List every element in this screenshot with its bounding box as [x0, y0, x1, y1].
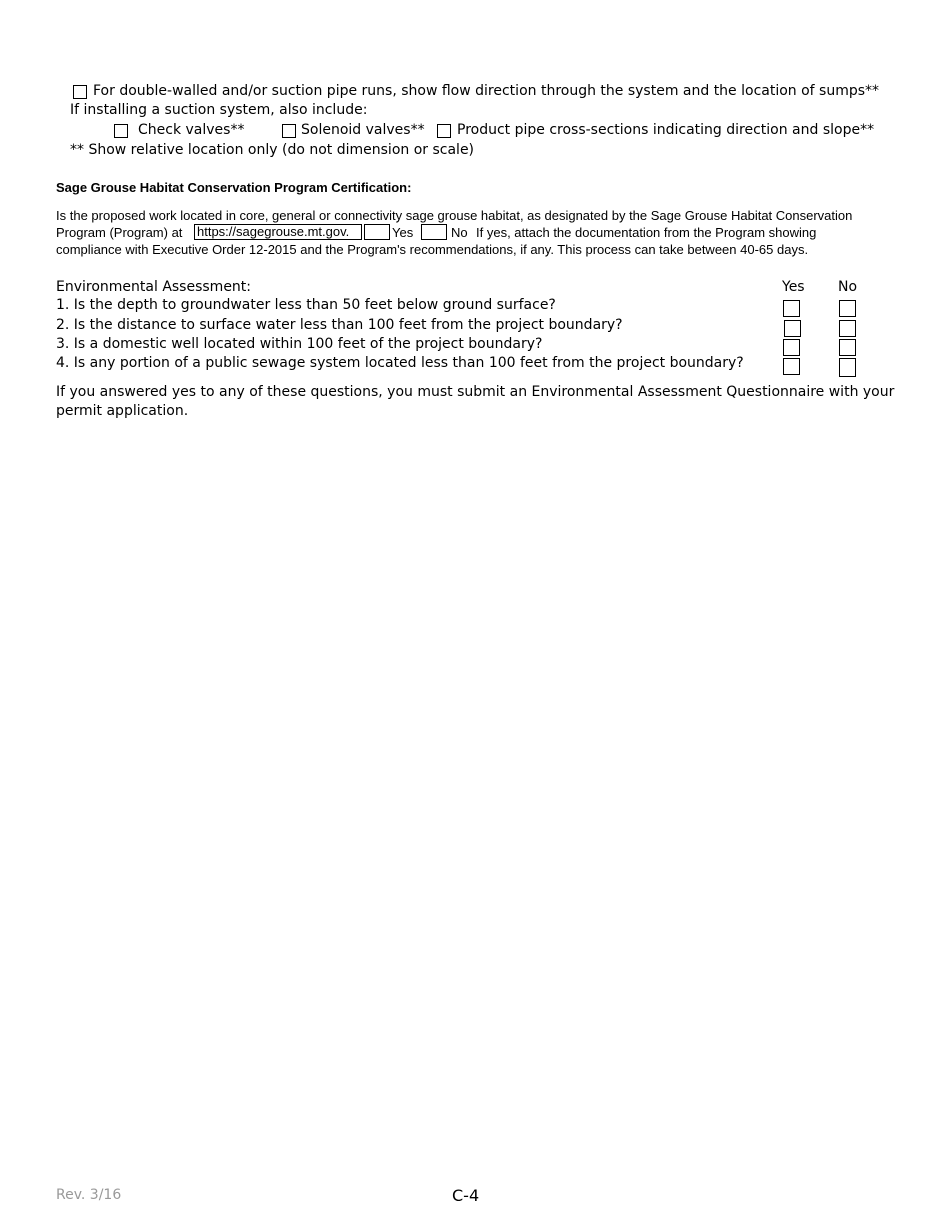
q4-no-checkbox[interactable] — [839, 358, 856, 377]
q3-no-checkbox[interactable] — [839, 339, 856, 356]
q2-yes-checkbox[interactable] — [784, 320, 801, 337]
sage-grouse-line-2-prefix: Program (Program) at — [56, 225, 183, 240]
product-pipe-label: Product pipe cross-sections indicating direction and slope** — [457, 122, 875, 138]
product-pipe-checkbox[interactable] — [437, 124, 451, 138]
sage-grouse-no-box[interactable] — [421, 224, 447, 240]
check-valves-checkbox[interactable] — [114, 124, 128, 138]
sage-grouse-no-label: No — [451, 225, 468, 240]
env-assessment-heading: Environmental Assessment: — [56, 279, 252, 295]
env-question-4: 4. Is any portion of a public sewage system located less than 100 feet from the project boundary? — [56, 355, 744, 371]
solenoid-valves-checkbox[interactable] — [282, 124, 296, 138]
page-number: C-4 — [452, 1186, 480, 1205]
relative-location-note: ** Show relative location only (do not dimension or scale) — [70, 142, 475, 158]
flow-direction-label: For double-walled and/or suction pipe runs, show flow direction through the system and the location of sumps** — [93, 83, 880, 99]
solenoid-valves-label: Solenoid valves** — [301, 122, 425, 138]
revision-label: Rev. 3/16 — [56, 1187, 122, 1203]
sage-grouse-heading: Sage Grouse Habitat Conservation Program Certification: — [56, 180, 412, 195]
q1-no-checkbox[interactable] — [839, 300, 856, 317]
env-question-2: 2. Is the distance to surface water less than 100 feet from the project boundary? — [56, 317, 623, 333]
env-question-1: 1. Is the depth to groundwater less than 50 feet below ground surface? — [56, 297, 556, 313]
env-conclusion-line-2: permit application. — [56, 403, 189, 419]
env-conclusion-line-1: If you answered yes to any of these questions, you must submit an Environmental Assessment Questionnaire with your — [56, 384, 895, 400]
yes-column-header: Yes — [782, 279, 805, 295]
sage-grouse-line-2-suffix: If yes, attach the documentation from the Program showing — [476, 225, 817, 240]
q1-yes-checkbox[interactable] — [783, 300, 800, 317]
check-valves-label: Check valves** — [138, 122, 245, 138]
q3-yes-checkbox[interactable] — [783, 339, 800, 356]
sage-grouse-line-3: compliance with Executive Order 12-2015 and the Program's recommendations, if any. This process can take between 40-65 days. — [56, 242, 809, 257]
sagegrouse-url-field[interactable]: https://sagegrouse.mt.gov. — [194, 224, 362, 240]
sage-grouse-yes-box[interactable] — [364, 224, 390, 240]
env-question-3: 3. Is a domestic well located within 100 feet of the project boundary? — [56, 336, 543, 352]
q2-no-checkbox[interactable] — [839, 320, 856, 337]
sage-grouse-yes-label: Yes — [392, 225, 414, 240]
q4-yes-checkbox[interactable] — [783, 358, 800, 375]
suction-system-intro: If installing a suction system, also include: — [70, 102, 368, 118]
flow-direction-checkbox[interactable] — [73, 85, 87, 99]
sage-grouse-line-1: Is the proposed work located in core, general or connectivity sage grouse habitat, as designated by the Sage Grouse Habitat Conservation — [56, 208, 853, 223]
no-column-header: No — [838, 279, 858, 295]
